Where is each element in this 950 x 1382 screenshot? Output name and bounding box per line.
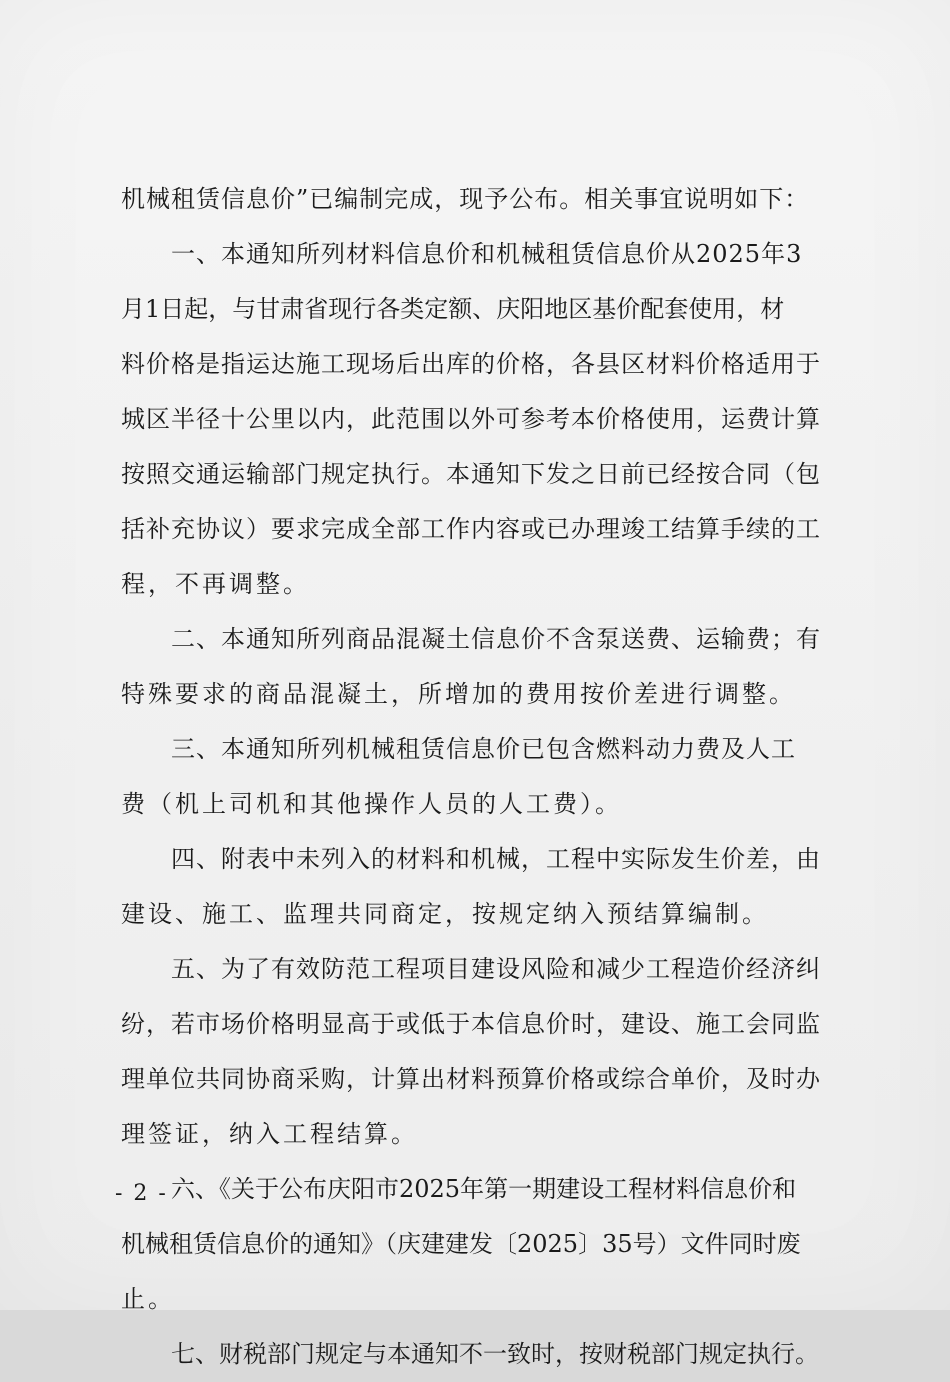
text-line: 理签证，纳入工程结算。 [121,1120,418,1148]
text-line: 止。 [121,1285,175,1313]
text-line: 程，不再调整。 [121,570,310,598]
document-body [121,172,853,1382]
text-line: 机械租赁信息价”已编制完成，现予公布。相关事宜说明如下： [121,185,810,213]
text-line: 七、财税部门规定与本通知不一致时，按财税部门规定执行。 [171,1340,819,1368]
text-line: 理单位共同协商采购，计算出材料预算价格或综合单价，及时办 [121,1065,821,1093]
text-line: 料价格是指运达施工现场后出库的价格，各县区材料价格适用于 [121,350,821,378]
text-line: 六、《关于公布庆阳市2025年第一期建设工程材料信息价和 [171,1175,797,1203]
text-line: 二、本通知所列商品混凝土信息价不含泵送费、运输费；有 [171,625,821,653]
text-line: 机械租赁信息价的通知》（庆建建发〔2025〕35号）文件同时废 [121,1230,801,1258]
text-line: 城区半径十公里以内，此范围以外可参考本价格使用，运费计算 [121,405,821,433]
text-line: 按照交通运输部门规定执行。本通知下发之日前已经按合同（包 [121,460,821,488]
text-line: 建设、施工、监理共同商定，按规定纳入预结算编制。 [121,900,769,928]
text-line: 三、本通知所列机械租赁信息价已包含燃料动力费及人工 [171,735,796,763]
text-line: 五、为了有效防范工程项目建设风险和减少工程造价经济纠 [171,955,821,983]
text-line: 括补充协议）要求完成全部工作内容或已办理竣工结算手续的工 [121,515,821,543]
text-line: 一、本通知所列材料信息价和机械租赁信息价从2025年3 [171,240,803,268]
text-line: 四、附表中未列入的材料和机械，工程中实际发生价差，由 [171,845,821,873]
page-number: - 2 - [115,1181,168,1206]
text-line: 纷，若市场价格明显高于或低于本信息价时，建设、施工会同监 [121,1010,821,1038]
text-line: 特殊要求的商品混凝土，所增加的费用按价差进行调整。 [121,680,796,708]
text-line: 费（机上司机和其他操作人员的人工费）。 [121,790,622,818]
text-line: 月1日起，与甘肃省现行各类定额、庆阳地区基价配套使用，材 [121,295,785,323]
